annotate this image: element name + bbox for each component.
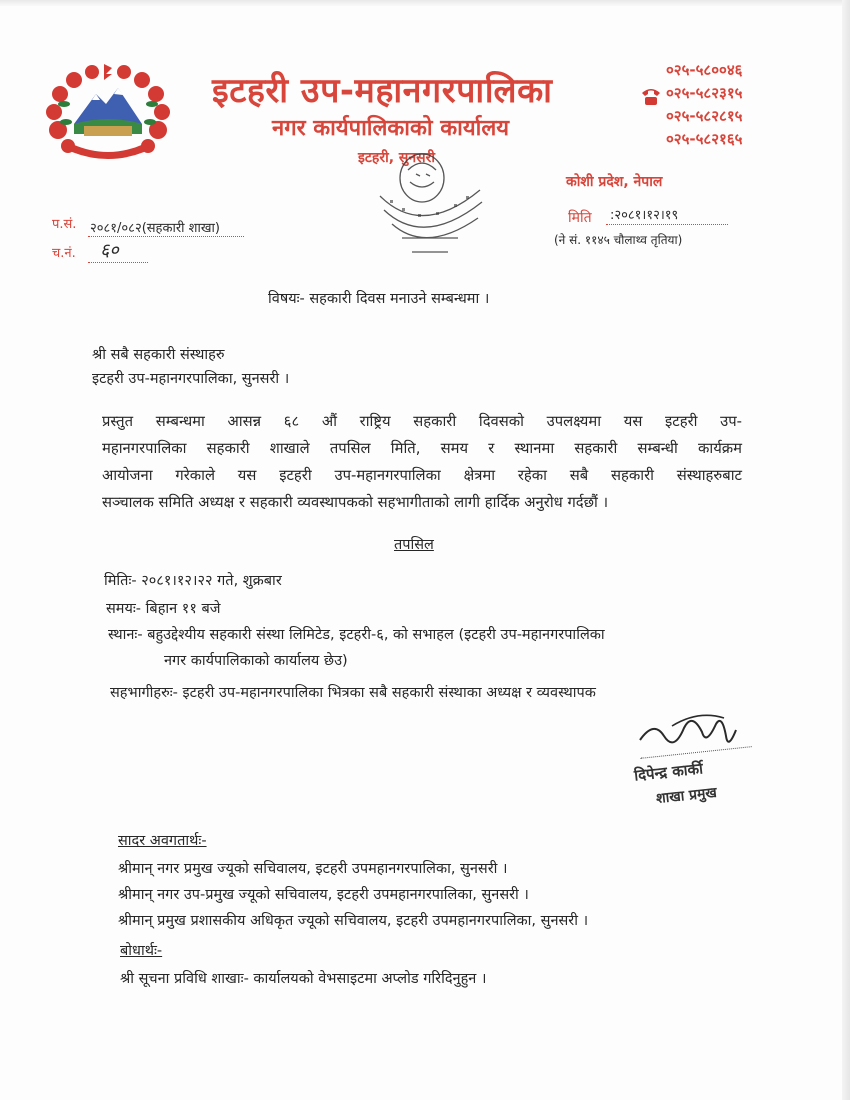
paper-top-edge [0,0,850,6]
info-heading: बोधार्थः- [120,943,163,959]
event-venue-line-2: नगर कार्यपालिकाको कार्यालय छेउ) [164,653,348,669]
body-line: आयोजना गरेकाले यस इटहरी उप-महानगरपालिका क्षेत्रमा रहेका सबै सहकारी संस्थाहरुबाट [102,467,742,484]
date-value: :२०८१।१२।१९ [610,208,679,223]
signatory-role: शाखा प्रमुख [655,784,718,808]
subject-line: विषयः- सहकारी दिवस मनाउने सम्बन्धमा । [268,291,490,307]
event-venue-line-1: स्थानः- बहुउद्देश्यीय सहकारी संस्था लिमिटेड, इटहरी-६, को सभाहल (इटहरी उप-महानगरपालिका [108,627,605,643]
phone-number: ०२५-५८२१६५ [666,130,743,148]
signatory-name: दिपेन्द्र कार्की [633,759,704,785]
dotted-line [88,236,244,237]
letter-number-label: प.सं. [52,217,77,232]
dispatch-number-label: च.नं. [52,246,76,261]
cc-heading: सादर अवगतार्थः- [118,833,207,849]
dotted-line [606,224,728,225]
event-participants: सहभागीहरुः- इटहरी उप-महानगरपालिका भित्रका सबै सहकारी संस्थाका अध्यक्ष र व्यवस्थापक [110,685,596,701]
recipient-line-1: श्री सबै सहकारी संस्थाहरु [92,347,225,363]
office-location: इटहरी, सुनसरी [358,150,435,166]
event-time: समयः- बिहान ११ बजे [106,601,221,617]
letter-number-value: २०८१/०८२(सहकारी शाखा) [90,221,220,236]
office-name: इटहरी उप-महानगरपालिका [212,71,553,111]
dotted-line [88,262,148,263]
date-label: मिति [568,210,592,226]
province: कोशी प्रदेश, नेपाल [566,174,663,190]
cc-item: श्रीमान् नगर प्रमुख ज्यूको सचिवालय, इटहरी उपमहानगरपालिका, सुनसरी । [118,861,508,877]
body-paragraph [102,408,742,516]
dispatch-number-value: ६० [100,240,119,261]
phone-number: ०२५-५८००४६ [666,61,743,79]
cc-item: श्रीमान् प्रमुख प्रशासकीय अधिकृत ज्यूको सचिवालय, इटहरी उपमहानगरपालिका, सुनसरी । [118,913,589,929]
recipient-line-2: इटहरी उप-महानगरपालिका, सुनसरी । [92,371,290,387]
body-line: सञ्चालक समिति अध्यक्ष र सहकारी व्यवस्थापकको सहभागीताको लागी हार्दिक अनुरोध गर्दछौं । [102,494,609,511]
details-heading: तपसिल [394,537,434,553]
body-line: महानगरपालिका सहकारी शाखाले तपसिल मिति, समय र स्थानमा सहकारी सम्बन्धी कार्यक्रम [102,440,742,457]
info-item: श्री सूचना प्रविधि शाखाः- कार्यालयको वेभसाइटमा अप्लोड गरिदिनुहुन । [120,971,487,987]
nepal-emblem-icon [44,60,172,168]
signature-icon [632,706,758,762]
phone-number: ०२५-५८२३१५ [666,84,743,102]
telephone-icon [640,86,662,106]
nepal-samvat-date: (ने सं. ११४५ चौलाथ्व तृतिया) [554,233,683,247]
phone-number: ०२५-५८२८१५ [666,107,743,125]
paper-right-edge [842,0,850,1100]
official-seal-icon [362,138,498,266]
event-date: मितिः- २०८१।१२।२२ गते, शुक्रबार [104,573,282,589]
office-subtitle: नगर कार्यपालिकाको कार्यालय [272,116,509,141]
phone-numbers [666,60,796,152]
body-line: प्रस्तुत सम्बन्धमा आसन्न ६८ औं राष्ट्रिय सहकारी दिवसको उपलक्ष्यमा यस इटहरी उप- [102,413,742,430]
cc-item: श्रीमान् नगर उप-प्रमुख ज्यूको सचिवालय, इटहरी उपमहानगरपालिका, सुनसरी । [118,887,529,903]
